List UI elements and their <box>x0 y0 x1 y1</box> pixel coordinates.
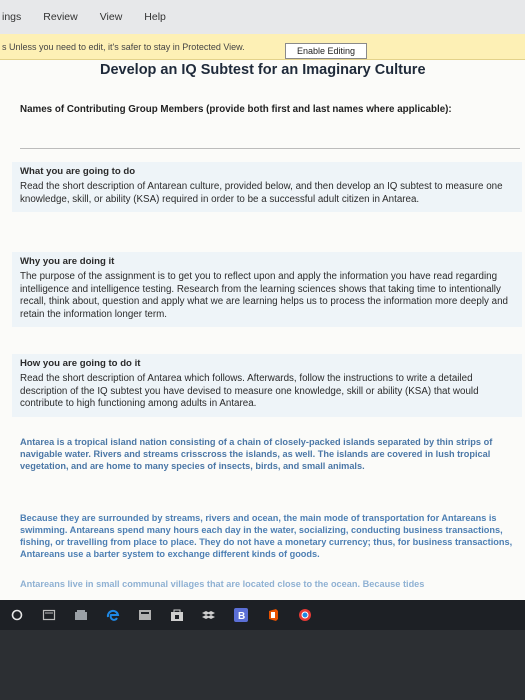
section-how <box>12 354 522 417</box>
edge-icon[interactable] <box>106 608 120 622</box>
menu-item-review[interactable]: Review <box>43 11 78 23</box>
section-body: Read the short description of Antarean culture, provided below, and then develop an IQ subtest to measure one knowledge, skill, or ability (KSA) required in order to be a successful adult citizen in Antarea. <box>20 181 503 205</box>
word-icon[interactable] <box>74 608 88 622</box>
section-what <box>12 162 522 212</box>
search-icon[interactable] <box>42 608 56 622</box>
section-body: The purpose of the assignment is to get you to reflect upon and apply the information you have read regarding intelligence and intelligence testing. Research from the learning sciences shows that taking time to intentionally recall, think about, question and apply what we are learning helps us to process the information more deeply and retain the information longer term. <box>20 271 508 320</box>
office-icon[interactable] <box>266 608 280 622</box>
menu-item-settings[interactable]: ings <box>2 11 22 23</box>
ribbon-menu <box>0 0 525 34</box>
svg-text:B: B <box>238 611 246 622</box>
antarea-paragraph: Antareans live in small communal villages that are located close to the ocean. Because tides <box>20 579 425 589</box>
names-label: Names of Contributing Group Members (provide both first and last names where applicable): <box>20 104 452 115</box>
section-heading: How you are going to do it <box>20 358 141 369</box>
menu-item-view[interactable]: View <box>99 11 123 23</box>
section-heading: Why you are doing it <box>20 256 115 267</box>
protected-view-bar <box>0 34 525 60</box>
taskbar <box>0 600 525 630</box>
section-heading: What you are going to do <box>20 166 136 177</box>
chrome-icon[interactable] <box>298 608 312 622</box>
names-entry-line[interactable] <box>20 148 520 149</box>
section-why <box>12 252 522 327</box>
document-title: Develop an IQ Subtest for an Imaginary Culture <box>100 62 426 78</box>
menu-item-help[interactable]: Help <box>144 11 166 23</box>
b-app-icon[interactable] <box>234 608 248 622</box>
antarea-paragraph: Because they are surrounded by streams, rivers and ocean, the main mode of transportation for Antareans is swimming. Antareans spend many hours each day in the water, socializing, conducting business transactions, fishing, or travelling from place to place. They do not have a monetary currency; thus, for business transactions, Antareans use a barter system to exchange different kinds of goods. <box>20 513 513 559</box>
bottom-bezel <box>0 630 525 700</box>
protected-view-message: s Unless you need to edit, it's safer to stay in Protected View. <box>2 42 245 52</box>
enable-editing-button[interactable]: Enable Editing <box>285 43 367 59</box>
antarea-paragraph: Antarea is a tropical island nation consisting of a chain of closely-packed islands separated by thin strips of navigable water. Rivers and streams crisscross the islands, as well. The islands are covered in lush tropical vegetation, and are home to many species of insects, birds, and small animals. <box>20 437 493 471</box>
section-body: Read the short description of Antarea which follows. Afterwards, follow the instructions to write a detailed description of the IQ subtest you have devised to measure one knowledge, skill or ability (KSA) that would contribute to high functioning among adults in Antarea. <box>20 373 479 409</box>
document-page <box>0 60 525 600</box>
excel-icon[interactable] <box>138 608 152 622</box>
store-icon[interactable] <box>170 608 184 622</box>
circle-icon[interactable] <box>10 608 24 622</box>
dropbox-icon[interactable] <box>202 608 216 622</box>
